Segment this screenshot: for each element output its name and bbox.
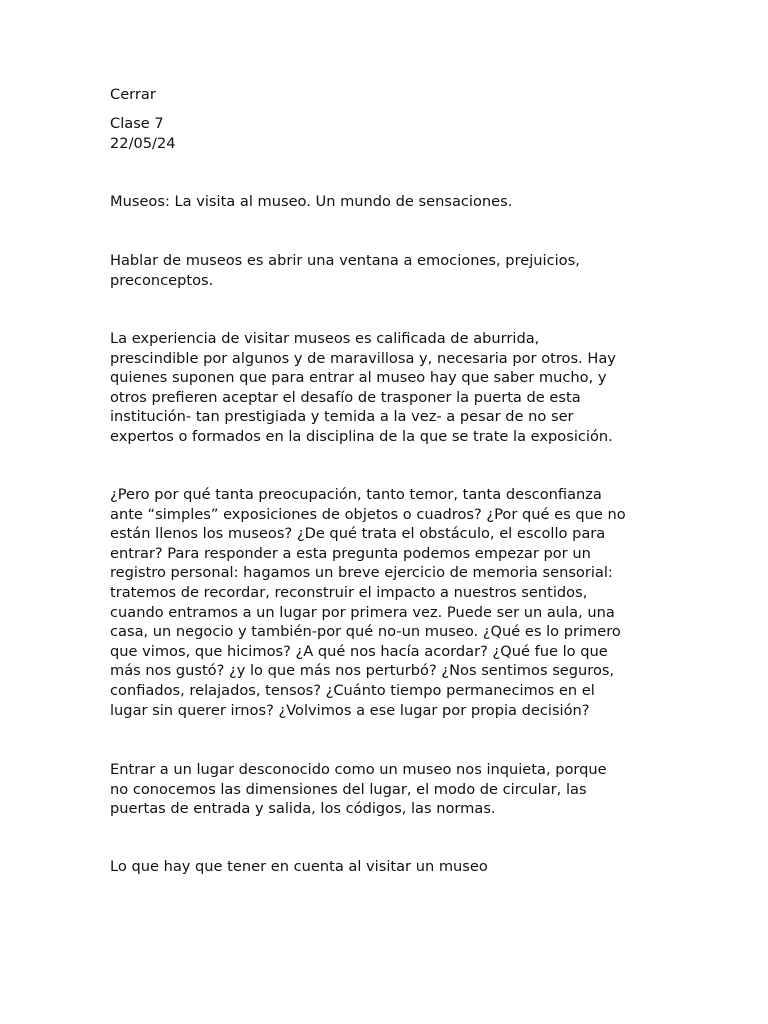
paragraph-unknown-place: Entrar a un lugar desconocido como un museo nos inquieta, porque no conocemos las dimensiones del lugar, el modo de circular, las puertas de entrada y salida, los códigos, las normas. bbox=[110, 761, 607, 818]
paragraph-intro: Hablar de museos es abrir una ventana a emociones, prejuicios, preconceptos. bbox=[110, 252, 580, 289]
class-date: 22/05/24 bbox=[110, 135, 176, 152]
paragraph-section-heading: Lo que hay que tener en cuenta al visitar un museo bbox=[110, 858, 488, 875]
paragraph-experience: La experiencia de visitar museos es calificada de aburrida, prescindible por algunos y de maravillosa y, necesaria por otros. Hay quienes suponen que para entrar al museo hay que saber mucho, y otros prefieren aceptar el desafío de trasponer la puerta de esta institución- tan prestigiada y temida a la vez- a pesar de no ser expertos o formados en la disciplina de la que se trate la exposición. bbox=[110, 330, 616, 445]
document-title: Museos: La visita al museo. Un mundo de sensaciones. bbox=[110, 193, 513, 210]
class-label: Clase 7 bbox=[110, 115, 164, 132]
paragraph-questions: ¿Pero por qué tanta preocupación, tanto temor, tanta desconfianza ante “simples” exposiciones de objetos o cuadros? ¿Por qué es que no están llenos los museos? ¿De qué trata el obstáculo, el escollo para entrar? Para responder a esta pregunta podemos empezar por un registro personal: hagamos un breve ejercicio de memoria sensorial: tratemos de recordar, reconstruir el impacto a nuestros sentidos, cuando entramos a un lugar por primera vez. Puede ser un aula, una casa, un negocio y también-por qué no-un museo. ¿Qué es lo primero que vimos, que hicimos? ¿A qué nos hacía acordar? ¿Qué fue lo que más nos gustó? ¿y lo que más nos perturbó? ¿Nos sentimos seguros, confiados, relajados, tensos? ¿Cuánto tiempo permanecimos en el lugar sin querer irnos? ¿Volvimos a ese lugar por propia decisión? bbox=[110, 486, 626, 719]
close-link[interactable]: Cerrar bbox=[110, 86, 156, 103]
